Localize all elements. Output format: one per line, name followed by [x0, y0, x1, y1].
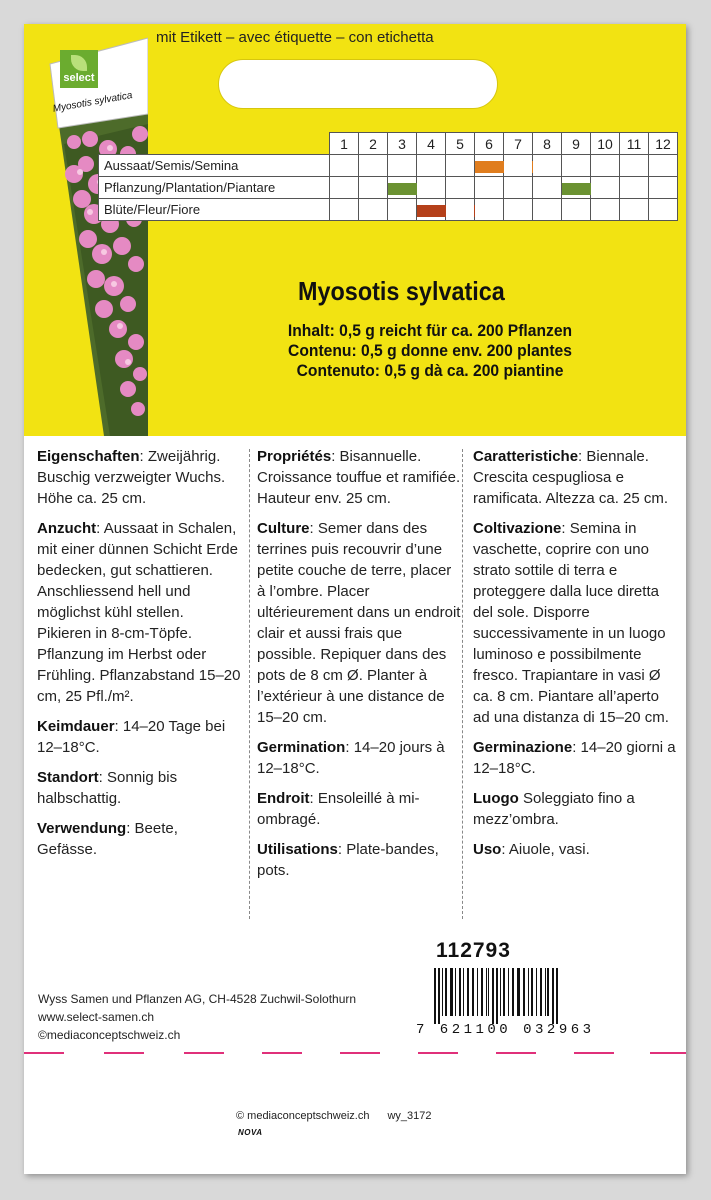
paragraph-separator: : — [578, 448, 587, 465]
barcode-bar — [536, 968, 537, 1016]
seed-packet-back — [24, 24, 686, 1174]
description-paragraph — [257, 788, 462, 830]
paragraph-text: 14–20 Tage bei 12–18°C. — [37, 718, 226, 756]
content-fr: Contenu: 0,5 g donne env. 200 plantes — [288, 341, 572, 360]
barcode-bar — [445, 968, 447, 1016]
paragraph-text: Bisannuelle. Croissance touffue et ramifiée. Hauteur env. 25 cm. — [257, 448, 461, 507]
paragraph-term: Utilisations — [257, 841, 338, 858]
cut-dash — [650, 1052, 686, 1054]
barcode-bar — [481, 968, 483, 1016]
barcode — [430, 968, 662, 1024]
calendar-row-flowering — [99, 199, 678, 221]
paragraph-separator: : — [139, 448, 148, 465]
printer-mark — [238, 1128, 263, 1137]
paragraph-term: Propriétés — [257, 448, 332, 465]
barcode-bar — [455, 968, 456, 1016]
calendar-row-sowing — [99, 155, 678, 177]
barcode-bar — [486, 968, 487, 1016]
barcode-bar — [463, 968, 464, 1016]
leaf-icon — [71, 55, 87, 71]
month-6: 6 — [475, 133, 504, 155]
label-note: mit Etikett – avec étiquette – con etichetta — [156, 29, 434, 46]
logo-text: select — [63, 72, 95, 84]
row-label: Blüte/Fleur/Fiore — [99, 199, 330, 221]
paragraph-separator: : — [561, 520, 570, 537]
description-paragraph — [37, 767, 242, 809]
flower-photo — [24, 24, 148, 436]
barcode-bar — [492, 968, 494, 1024]
description-paragraph — [473, 518, 678, 728]
footer-ref: wy_3172 — [387, 1110, 432, 1122]
barcode-bar — [528, 968, 529, 1016]
hanger-slot — [218, 59, 498, 109]
description-paragraph — [257, 737, 462, 779]
description-paragraph — [257, 446, 462, 509]
calendar-month-row — [99, 133, 678, 155]
barcode-bar — [517, 968, 520, 1016]
paragraph-term: Endroit — [257, 790, 310, 807]
company-address: Wyss Samen und Pflanzen AG, CH-4528 Zuchwil-Solothurn — [38, 992, 357, 1006]
cut-dash — [496, 1052, 536, 1054]
paragraph-separator: : — [309, 790, 318, 807]
content-de: Inhalt: 0,5 g reicht für ca. 200 Pflanzen — [287, 321, 573, 340]
paragraph-text: 14–20 jours à 12–18°C. — [257, 739, 445, 777]
description-french — [257, 446, 462, 890]
paragraph-text: Soleggiato fino a mezz’ombra. — [473, 790, 635, 828]
product-title: Myosotis sylvatica — [298, 276, 505, 306]
paragraph-text: Semina in vaschette, coprire con uno strato sottile di terra e proteggere dalla luce diretta del sole. Disporre successivamente in un luogo luminoso e possibilmente fresco. Trapiantare in vasi Ø ca. 8 cm. Piantare all’aperto ad una distanza di 15–20 cm. — [473, 520, 669, 726]
paragraph-term: Caratteristiche — [473, 448, 579, 465]
description-paragraph — [473, 446, 678, 509]
paragraph-separator: : — [331, 448, 340, 465]
barcode-bar — [467, 968, 469, 1016]
paragraph-separator: : — [114, 718, 123, 735]
barcode-bar — [500, 968, 501, 1016]
barcode-digits: 7 621100 032963 — [416, 1022, 595, 1038]
column-divider — [249, 449, 250, 919]
barcode-bar — [512, 968, 514, 1016]
barcode-bar — [540, 968, 542, 1016]
paragraph-term: Uso — [473, 841, 502, 858]
row-label: Aussaat/Semis/Semina — [99, 155, 330, 177]
month-1: 1 — [330, 133, 359, 155]
paragraph-term: Luogo — [473, 790, 519, 807]
paragraph-separator: : — [501, 841, 509, 858]
month-4: 4 — [417, 133, 446, 155]
month-10: 10 — [591, 133, 620, 155]
barcode-bar — [438, 968, 440, 1024]
calendar-corner — [99, 133, 330, 155]
barcode-bar — [552, 968, 554, 1024]
paragraph-text: Plate-bandes, pots. — [257, 841, 439, 879]
paragraph-text: Ensoleillé à mi-ombragé. — [257, 790, 420, 828]
paragraph-separator: : — [96, 520, 104, 537]
paragraph-separator: : — [337, 841, 347, 858]
barcode-bar — [531, 968, 533, 1016]
cut-dash — [340, 1052, 380, 1054]
paragraph-text: Sonnig bis halbschattig. — [37, 769, 178, 807]
paragraph-text: Beete, Gefässe. — [37, 820, 178, 858]
paragraph-separator: : — [98, 769, 108, 786]
paragraph-text: Aiuole, vasi. — [508, 841, 590, 858]
paragraph-text: 14–20 giorni a 12–18°C. — [473, 739, 676, 777]
month-5: 5 — [446, 133, 475, 155]
paragraph-term: Verwendung — [37, 820, 127, 837]
month-3: 3 — [388, 133, 417, 155]
month-9: 9 — [562, 133, 591, 155]
plant-tag-label: Myosotis sylvatica — [52, 90, 134, 115]
company-copyright: ©mediaconceptschweiz.ch — [38, 1028, 181, 1042]
description-paragraph — [473, 788, 678, 830]
paragraph-term: Standort — [37, 769, 99, 786]
paragraph-term: Keimdauer — [37, 718, 115, 735]
select-logo — [60, 50, 98, 88]
description-paragraph — [37, 446, 242, 509]
barcode-bar — [472, 968, 474, 1016]
column-divider — [462, 449, 463, 919]
calendar-row-planting — [99, 177, 678, 199]
description-paragraph — [473, 839, 678, 860]
paragraph-term: Germinazione — [473, 739, 573, 756]
paragraph-text: Zweijährig. Buschig verzweigter Wuchs. Höhe ca. 25 cm. — [37, 448, 226, 507]
barcode-bar — [442, 968, 443, 1016]
footer — [236, 1110, 432, 1122]
paragraph-term: Eigenschaften — [37, 448, 140, 465]
month-11: 11 — [620, 133, 649, 155]
description-paragraph — [473, 737, 678, 779]
barcode-bar — [545, 968, 546, 1016]
cut-dash — [574, 1052, 614, 1054]
barcode-bar — [508, 968, 509, 1016]
month-2: 2 — [359, 133, 388, 155]
printer-name: NOVA — [238, 1128, 263, 1137]
cut-dash — [418, 1052, 458, 1054]
cut-dash — [24, 1052, 64, 1054]
paragraph-term: Coltivazione — [473, 520, 562, 537]
company-website: www.select-samen.ch — [38, 1010, 155, 1024]
content-it: Contenuto: 0,5 g dà ca. 200 piantine — [296, 361, 564, 380]
description-paragraph — [257, 518, 462, 728]
paragraph-term: Germination — [257, 739, 346, 756]
paragraph-separator: : — [345, 739, 354, 756]
barcode-bar — [523, 968, 525, 1016]
barcode-bar — [488, 968, 489, 1016]
barcode-bar — [547, 968, 549, 1016]
barcode-bar — [450, 968, 453, 1016]
growing-calendar — [98, 132, 678, 221]
month-7: 7 — [504, 133, 533, 155]
cut-dash — [184, 1052, 224, 1054]
paragraph-text: Biennale. Crescita cespugliosa e ramificata. Altezza ca. 25 cm. — [473, 448, 669, 507]
description-paragraph — [37, 818, 242, 860]
row-label: Pflanzung/Plantation/Piantare — [99, 177, 330, 199]
month-8: 8 — [533, 133, 562, 155]
cut-dash — [104, 1052, 144, 1054]
month-12: 12 — [649, 133, 678, 155]
paragraph-separator: : — [126, 820, 135, 837]
description-german — [37, 446, 242, 869]
paragraph-text: Semer dans des terrines puis recouvrir d’une petite couche de terre, placer à l’ombre. Placer ultérieurement dans un endroit clair et aussi frais que possible. Repiquer dans des pots de 8 cm Ø. Planter à l’extérieur à une distance de 15–20 cm. — [257, 520, 461, 726]
cut-line — [24, 1052, 686, 1054]
article-number: 112793 — [436, 939, 511, 962]
description-italian — [473, 446, 678, 869]
paragraph-text: Aussaat in Schalen, mit einer dünnen Schicht Erde bedecken, gut schattieren. Anschliessend hell und möglichst kühl stellen. Pikieren in 8-cm-Töpfe. Pflanzung im Herbst oder Frühling. Pflanzabstand 15–20 cm, 25 Pfl./m². — [37, 520, 241, 705]
description-paragraph — [257, 839, 462, 881]
description-paragraph — [37, 518, 242, 707]
paragraph-term: Culture — [257, 520, 310, 537]
cut-dash — [262, 1052, 302, 1054]
description-paragraph — [37, 716, 242, 758]
barcode-bar — [459, 968, 461, 1016]
barcode-bar — [496, 968, 498, 1024]
company-info — [38, 990, 356, 1044]
barcode-bar — [477, 968, 478, 1016]
paragraph-separator: : — [309, 520, 318, 537]
barcode-bar — [434, 968, 436, 1024]
content-info — [230, 321, 630, 381]
paragraph-term: Anzucht — [37, 520, 97, 537]
footer-copyright: © mediaconceptschweiz.ch — [236, 1110, 370, 1122]
barcode-bar — [556, 968, 558, 1024]
paragraph-separator: : — [572, 739, 581, 756]
barcode-bar — [503, 968, 505, 1016]
